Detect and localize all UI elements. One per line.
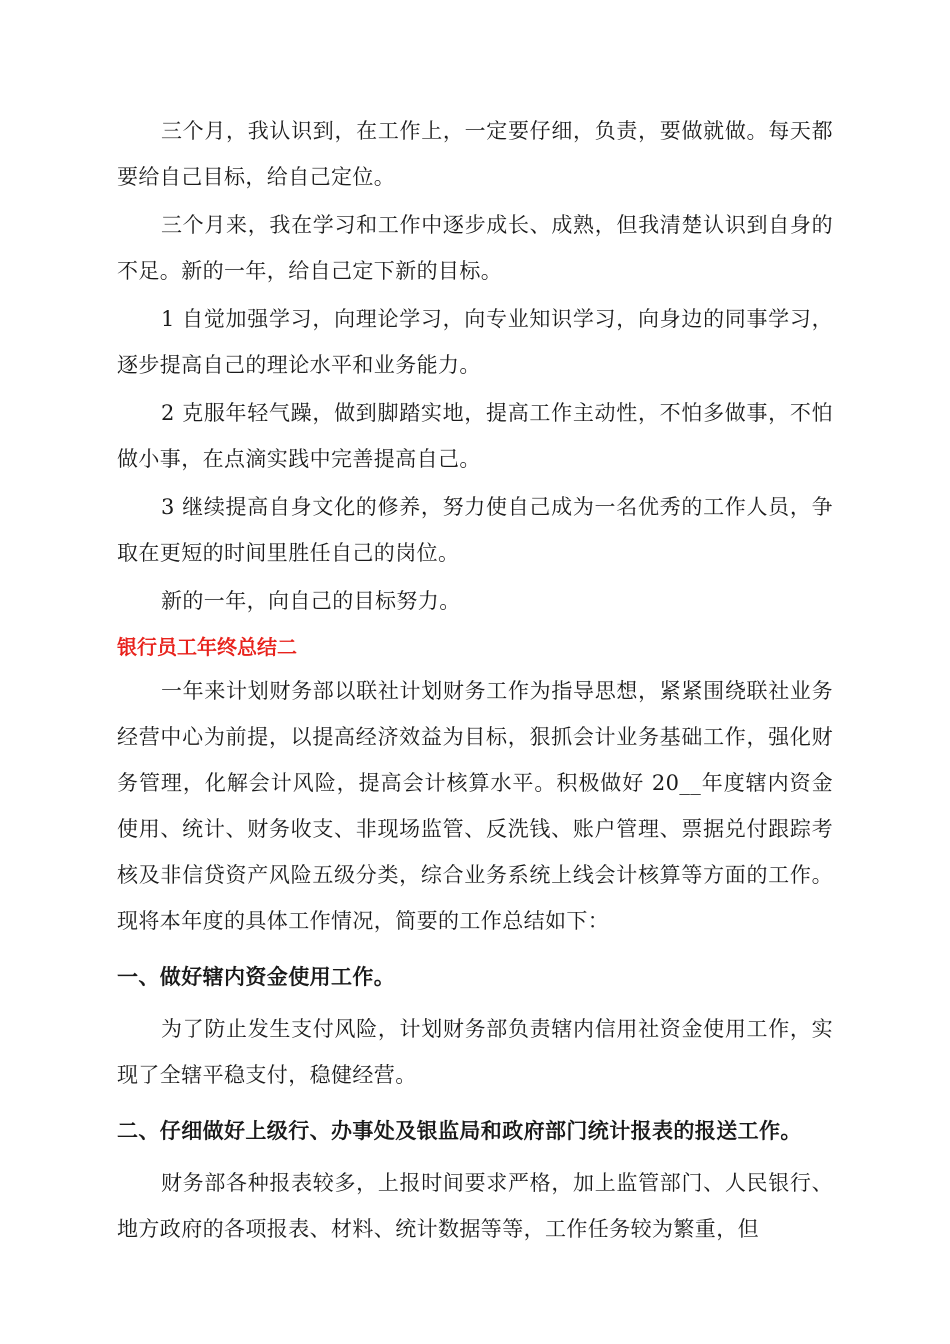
paragraph-goal-1: 1 自觉加强学习，向理论学习，向专业知识学习，向身边的同事学习，逐步提高自己的理论水平和业务能力。 <box>117 307 833 377</box>
section-title: 银行员工年终总结二 <box>117 635 297 659</box>
paragraph-closing: 新的一年，向自己的目标努力。 <box>161 589 461 613</box>
heading-2: 二、仔细做好上级行、办事处及银监局和政府部门统计报表的报送工作。 <box>117 1118 802 1143</box>
paragraph-2: 三个月来，我在学习和工作中逐步成长、成熟，但我清楚认识到自身的不足。新的一年，给自己定下新的目标。 <box>117 213 833 283</box>
paragraph-1: 三个月，我认识到，在工作上，一定要仔细，负责，要做就做。每天都要给自己目标，给自己定位。 <box>117 119 833 189</box>
paragraph-goal-2: 2 克服年轻气躁，做到脚踏实地，提高工作主动性，不怕多做事，不怕做小事，在点滴实践中完善提高自己。 <box>117 401 833 471</box>
paragraph-goal-3: 3 继续提高自身文化的修养，努力使自己成为一名优秀的工作人员，争取在更短的时间里胜任自己的岗位。 <box>117 495 833 565</box>
paragraph-heading-1: 为了防止发生支付风险，计划财务部负责辖内信用社资金使用工作，实现了全辖平稳支付，稳健经营。 <box>117 1017 833 1087</box>
intro-paragraph: 一年来计划财务部以联社计划财务工作为指导思想，紧紧围绕联社业务经营中心为前提，以提高经济效益为目标，狠抓会计业务基础工作，强化财务管理，化解会计风险，提高会计核算水平。积极做好 20__年度辖内资金使用、统计、财务收支、非现场监管、反洗钱、账户管理、票据兑付跟踪考核及非信贷资产风险五级分类，综合业务系统上线会计核算等方面的工作。现将本年度的具体工作情况，简要的工作总结如下： <box>117 679 833 933</box>
paragraph-heading-2: 财务部各种报表较多，上报时间要求严格，加上监管部门、人民银行、地方政府的各项报表、材料、统计数据等等，工作任务较为繁重，但 <box>117 1171 833 1241</box>
heading-1: 一、做好辖内资金使用工作。 <box>117 964 396 989</box>
document-page <box>117 108 833 1254</box>
